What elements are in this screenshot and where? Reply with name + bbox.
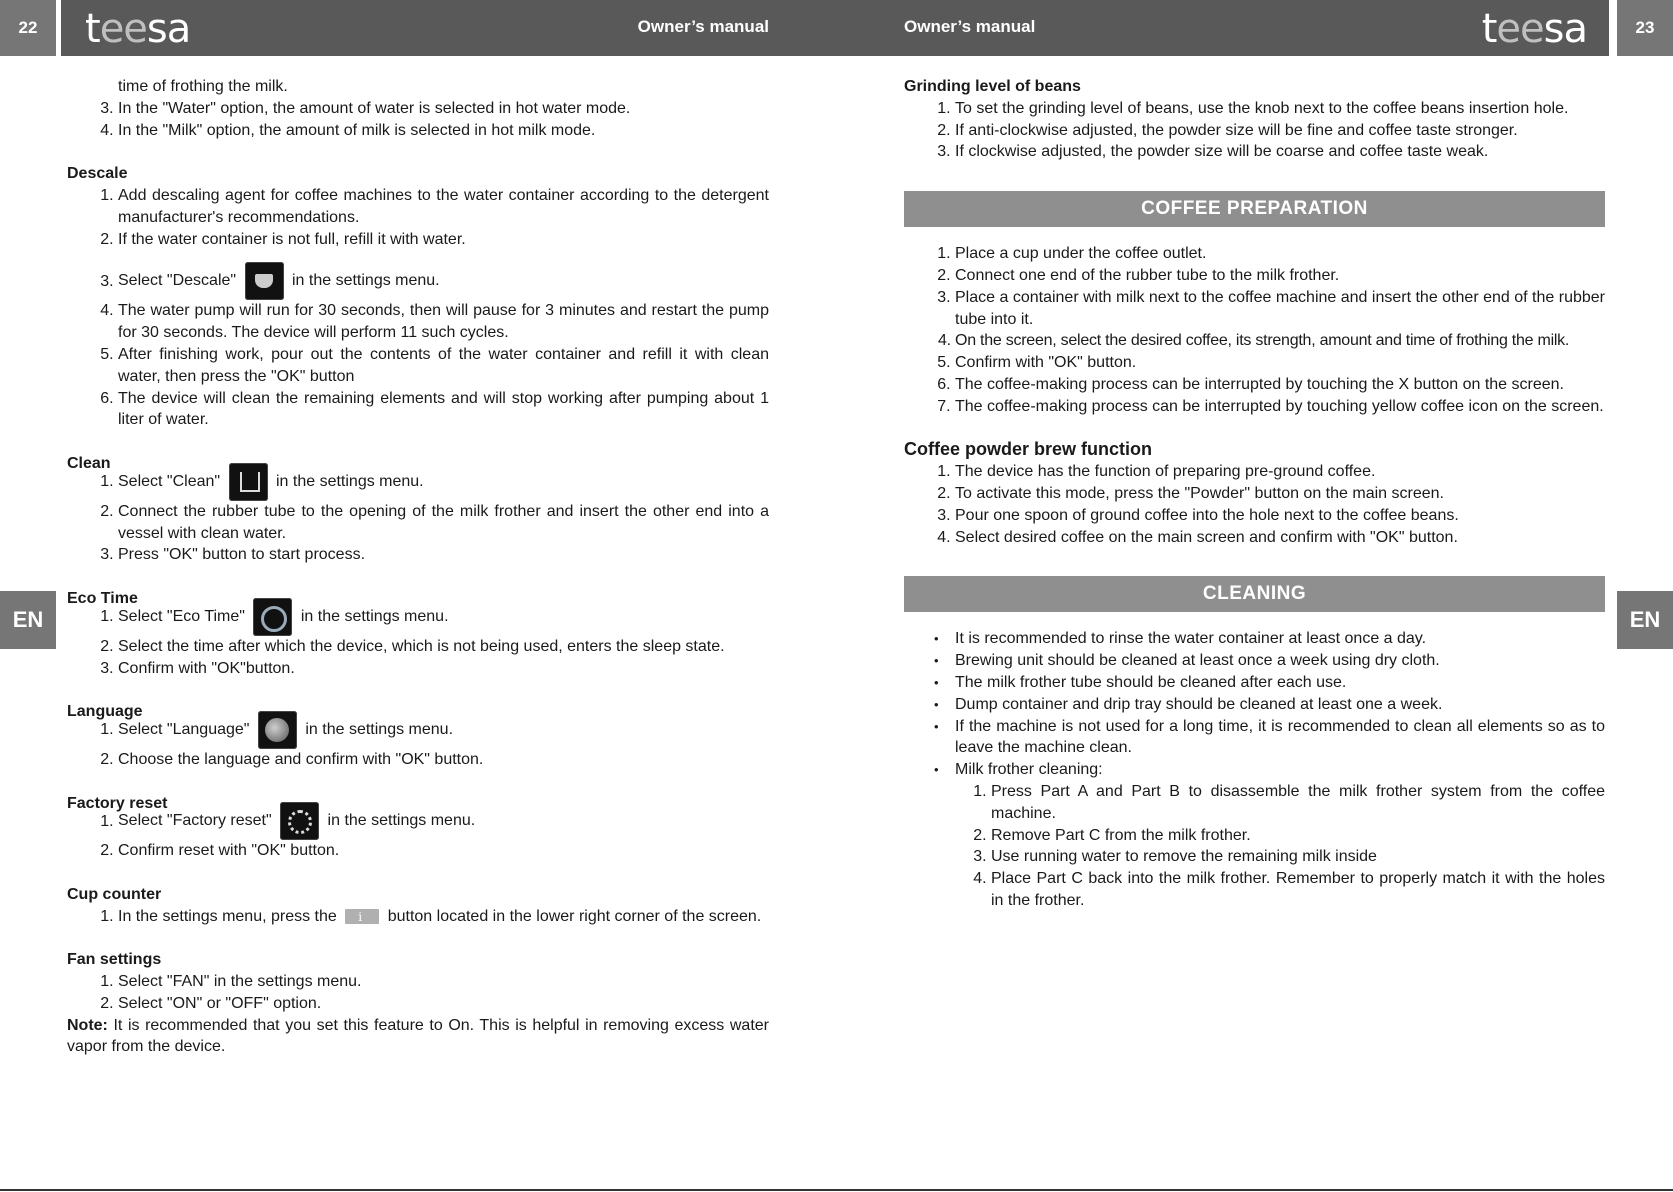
clean-icon	[229, 463, 268, 501]
fan-settings-list	[67, 971, 769, 1015]
list-item: 1. Select "Eco Time" in the settings menu.	[118, 598, 769, 636]
section-title-descale: Descale	[67, 165, 128, 183]
section-title-fan-settings: Fan settings	[67, 951, 162, 969]
section-band-coffee-preparation: COFFEE PREPARATION	[904, 191, 1605, 227]
section-title-clean: Clean	[67, 454, 111, 472]
header-bar-right	[837, 0, 1609, 56]
list-item: 4. Select desired coffee on the main screen and confirm with "OK" button.	[955, 527, 1605, 549]
list-item: 2. Confirm reset with "OK" button.	[118, 840, 769, 862]
left-page-content	[67, 76, 769, 1058]
list-item: • Brewing unit should be cleaned at least once a week using dry cloth.	[955, 650, 1605, 672]
coffee-powder-list	[904, 461, 1605, 548]
list-item: 6. The device will clean the remaining elements and will stop working after pumping about 1 liter of water.	[118, 388, 769, 432]
list-item: • If the machine is not used for a long time, it is recommended to clean all elements so as to leave the machine clean.	[955, 716, 1605, 760]
list-item: 4. The water pump will run for 30 seconds, then will pause for 3 minutes and restart the pump for 30 seconds. The device will perform 11 such cycles.	[118, 300, 769, 344]
list-item: • Dump container and drip tray should be cleaned at least one a week.	[955, 694, 1605, 716]
intro-list	[67, 76, 769, 98]
list-item: 3. Press "OK" button to start process.	[118, 544, 769, 566]
page-number-right: 23	[1617, 0, 1673, 56]
list-item: 7. The coffee-making process can be interrupted by touching yellow coffee icon on the screen.	[955, 396, 1605, 418]
intro-list-continued	[67, 98, 769, 142]
cleaning-list	[904, 628, 1605, 781]
list-item: 2. If the water container is not full, refill it with water.	[118, 229, 769, 251]
bottom-rule	[0, 1189, 1673, 1191]
section-title-cup-counter: Cup counter	[67, 885, 162, 903]
section-title-eco-time: Eco Time	[67, 589, 138, 607]
list-item: 3. Place a container with milk next to the coffee machine and insert the other end of the rubber tube into it.	[955, 287, 1605, 331]
list-item: 1. The device has the function of preparing pre-ground coffee.	[955, 461, 1605, 483]
list-item: 3. Use running water to remove the remaining milk inside	[991, 846, 1605, 868]
list-item: 2. Select "ON" or "OFF" option.	[118, 993, 769, 1015]
list-item: 1. Add descaling agent for coffee machines to the water container according to the detergent manufacturer's recommendations.	[118, 185, 769, 229]
list-item: 1. Select "FAN" in the settings menu.	[118, 971, 769, 993]
page-number-left: 22	[0, 0, 56, 56]
list-item: 3. Confirm with "OK"button.	[118, 658, 769, 680]
cup-counter-list	[67, 906, 769, 928]
list-item: 1. Place a cup under the coffee outlet.	[955, 243, 1605, 265]
section-band-cleaning: CLEANING	[904, 576, 1605, 612]
list-item: time of frothing the milk.	[118, 78, 288, 95]
language-tab-left: EN	[0, 591, 56, 649]
descale-list	[67, 185, 769, 431]
section-title-coffee-powder: Coffee powder brew function	[904, 439, 1153, 460]
header-bar-left	[61, 0, 837, 56]
list-item: 3. Select "Descale" in the settings menu.	[118, 262, 769, 300]
list-item: 2. If anti-clockwise adjusted, the powder size will be fine and coffee taste stronger.	[955, 120, 1605, 142]
section-title-grinding: Grinding level of beans	[904, 78, 1081, 95]
list-item: 1. Select "Language" in the settings menu.	[118, 711, 769, 749]
list-item: • It is recommended to rinse the water container at least once a day.	[955, 628, 1605, 650]
fan-note: Note: It is recommended that you set this feature to On. This is helpful in removing excess water vapor from the device.	[67, 1016, 769, 1056]
list-item: 3. Pour one spoon of ground coffee into the hole next to the coffee beans.	[955, 505, 1605, 527]
section-title-language: Language	[67, 703, 143, 721]
reset-icon	[280, 802, 319, 840]
header-title-right: Owner’s manual	[904, 17, 1036, 36]
power-icon	[253, 598, 292, 636]
globe-icon	[258, 711, 297, 749]
list-item: 4. Place Part C back into the milk frother. Remember to properly match it with the holes in the frother.	[991, 868, 1605, 912]
list-item: 1. Select "Factory reset" in the settings menu.	[118, 802, 769, 840]
list-item: 1. Select "Clean" in the settings menu.	[118, 463, 769, 501]
list-item: 5. Confirm with "OK" button.	[955, 352, 1605, 374]
language-list	[67, 711, 769, 771]
eco-time-list	[67, 598, 769, 680]
teesa-logo-left: teesa	[85, 6, 191, 52]
header-title-left: Owner’s manual	[637, 17, 769, 36]
list-item: 2. Remove Part C from the milk frother.	[991, 825, 1605, 847]
factory-reset-list	[67, 802, 769, 862]
coffee-preparation-list	[904, 243, 1605, 417]
teesa-logo-right: teesa	[1481, 6, 1587, 52]
list-item: 2. Select the time after which the device, which is not being used, enters the sleep state.	[118, 636, 769, 658]
info-icon	[345, 909, 379, 924]
list-item: 1. In the settings menu, press the i button located in the lower right corner of the screen.	[118, 906, 769, 928]
milk-frother-cleaning-list	[904, 781, 1605, 912]
list-item: 1. Press Part A and Part B to disassemble the milk frother system from the coffee machine.	[991, 781, 1605, 825]
list-item: 1. To set the grinding level of beans, use the knob next to the coffee beans insertion hole.	[955, 98, 1605, 120]
list-item: 4. On the screen, select the desired coffee, its strength, amount and time of frothing the milk.	[955, 330, 1605, 352]
list-item: 5. After finishing work, pour out the contents of the water container and refill it with clean water, then press the "OK" button	[118, 344, 769, 388]
list-item: • Milk frother cleaning:	[955, 759, 1605, 781]
clean-list	[67, 463, 769, 566]
list-item: 2. Connect the rubber tube to the opening of the milk frother and insert the other end into a vessel with clean water.	[118, 501, 769, 545]
list-item: 2. To activate this mode, press the "Powder" button on the main screen.	[955, 483, 1605, 505]
list-item: 3. If clockwise adjusted, the powder size will be coarse and coffee taste weak.	[955, 141, 1605, 163]
section-title-factory-reset: Factory reset	[67, 794, 168, 812]
list-item: 4. In the "Milk" option, the amount of milk is selected in hot milk mode.	[118, 120, 769, 142]
list-item: 3. In the "Water" option, the amount of water is selected in hot water mode.	[118, 98, 769, 120]
list-item: 2. Choose the language and confirm with "OK" button.	[118, 749, 769, 771]
list-item: • The milk frother tube should be cleaned after each use.	[955, 672, 1605, 694]
descale-icon	[245, 262, 284, 300]
language-tab-right: EN	[1617, 591, 1673, 649]
grinding-list	[904, 98, 1605, 163]
right-page-content	[904, 76, 1605, 912]
list-item: 6. The coffee-making process can be interrupted by touching the X button on the screen.	[955, 374, 1605, 396]
list-item: 2. Connect one end of the rubber tube to the milk frother.	[955, 265, 1605, 287]
